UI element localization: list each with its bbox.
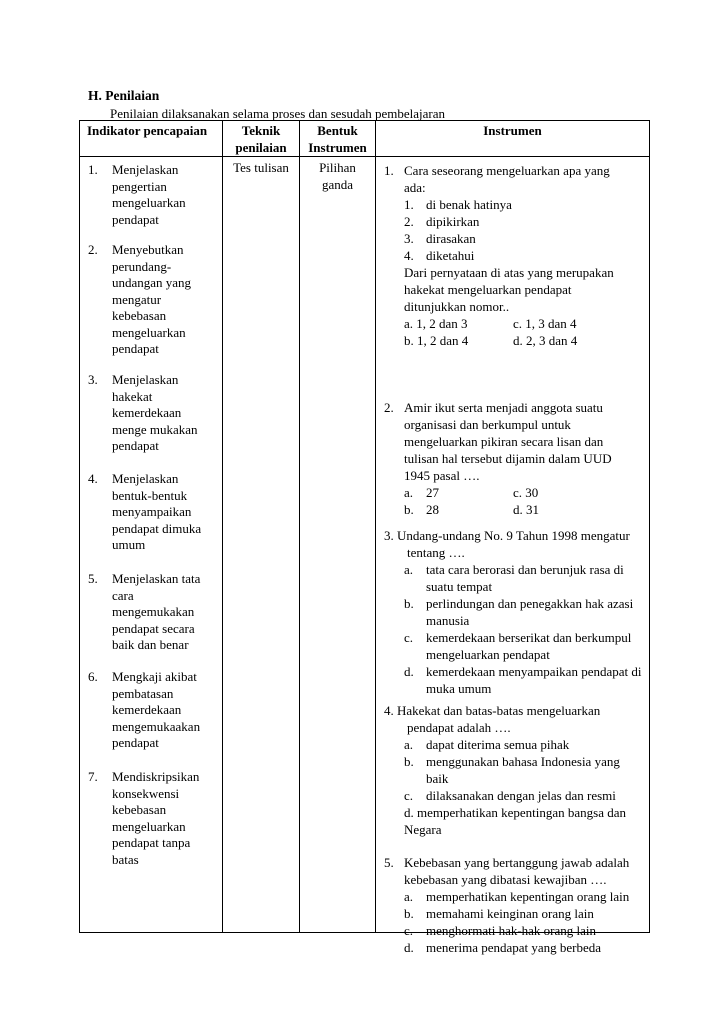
- indikator-text: [112, 571, 218, 654]
- header-instrumen: Instrumen: [376, 121, 650, 157]
- option-letter: b.: [404, 596, 414, 611]
- indikator-line: mengemukaakan: [112, 718, 201, 734]
- indikator-number: 4.: [88, 471, 98, 486]
- question-5-stem: kebebasan yang dibatasi kewajiban ….: [404, 872, 607, 887]
- question-5-option: [404, 905, 644, 922]
- indikator-line: Mengkaji akibat: [112, 669, 197, 684]
- question-2-stem: Amir ikut serta menjadi anggota suatu: [404, 400, 603, 415]
- indikator-line: kemerdekaan: [112, 702, 182, 717]
- indikator-line: mengemukakan: [112, 604, 195, 619]
- header-indikator: Indikator pencapaian: [80, 121, 223, 157]
- question-5-option: [404, 939, 644, 956]
- indikator-line: pembatasan: [112, 685, 174, 701]
- question-1-option-d: d. 2, 3 dan 4: [513, 333, 578, 348]
- option-letter: a.: [404, 889, 414, 904]
- question-1-stem: ditunjukkan nomor..: [404, 299, 510, 314]
- option-letter: c.: [404, 630, 414, 645]
- question-2-stem: organisasi dan berkumpul untuk: [404, 417, 571, 432]
- option-text: dilaksanakan dengan jelas dan resmi: [426, 788, 616, 803]
- option-text: menghormati hak-hak orang lain: [426, 923, 597, 938]
- indikator-line: pendapat: [112, 211, 159, 227]
- option-text: menerima pendapat yang berbeda: [426, 940, 602, 955]
- indikator-item: [80, 769, 218, 868]
- option-text: memahami keinginan orang lain: [426, 906, 594, 921]
- indikator-text: [112, 769, 218, 868]
- indikator-cell: [80, 157, 223, 933]
- option-text: kemerdekaan menyampaikan pendapat di muka umum: [426, 664, 642, 696]
- indikator-number: 5.: [88, 571, 98, 586]
- teknik-cell: [223, 157, 300, 933]
- question-1-item-number: 3.: [404, 231, 414, 246]
- indikator-line: Menjelaskan tata: [112, 571, 201, 586]
- question-1-option-c: c. 1, 3 dan 4: [513, 316, 577, 331]
- question-1-number: 1.: [384, 163, 394, 178]
- option-letter: c.: [404, 923, 414, 938]
- option-letter: b.: [404, 906, 414, 921]
- indikator-line: baik dan benar: [112, 637, 189, 652]
- indikator-line: kemerdekaan: [112, 405, 182, 420]
- indikator-line: Menjelaskan: [112, 372, 179, 387]
- instrumen-cell: [376, 157, 650, 955]
- option-text: kemerdekaan berserikat dan berkumpul mengeluarkan pendapat: [426, 630, 632, 662]
- indikator-line: menge mukakan: [112, 421, 198, 437]
- option-letter: c.: [404, 788, 414, 803]
- indikator-item: [80, 669, 218, 752]
- question-3-stem: tentang ….: [407, 545, 465, 560]
- indikator-item: [80, 372, 218, 455]
- question-2-option-d: d. 31: [513, 502, 539, 517]
- table-header-row: [80, 121, 650, 157]
- option-text: memperhatikan kepentingan orang lain: [426, 889, 630, 904]
- option-letter: a.: [404, 737, 414, 752]
- indikator-item: [80, 242, 218, 358]
- question-1-stem: ada:: [404, 180, 426, 195]
- question-1-item-number: 4.: [404, 248, 414, 263]
- question-2-stem: mengeluarkan pikiran secara lisan dan: [404, 434, 604, 449]
- question-4-stem: pendapat adalah ….: [407, 720, 511, 735]
- indikator-line: kebebasan: [112, 802, 167, 817]
- indikator-line: mengeluarkan: [112, 818, 186, 834]
- indikator-number: 7.: [88, 769, 98, 784]
- question-1-option-b: b. 1, 2 dan 4: [404, 333, 469, 348]
- question-2-option-letter: b.: [404, 502, 414, 517]
- indikator-line: konsekwensi: [112, 785, 180, 801]
- indikator-item: [80, 471, 218, 554]
- question-4-option: [404, 753, 644, 787]
- teknik-value: Tes tulisan: [233, 160, 289, 175]
- question-5-option: [404, 922, 644, 939]
- question-2-option-b: 28: [426, 502, 439, 517]
- question-4-option-d: d. memperhatikan kepentingan bangsa dan: [404, 805, 627, 820]
- indikator-line: pendapat: [112, 438, 159, 453]
- indikator-line: pendapat tanpa: [112, 835, 191, 850]
- question-4-option-d: Negara: [404, 822, 442, 837]
- indikator-line: mengatur: [112, 291, 162, 307]
- option-letter: d.: [404, 664, 414, 679]
- question-4-option: [404, 736, 644, 753]
- question-2-option-c: c. 30: [513, 485, 539, 500]
- question-1-item-text: dirasakan: [426, 231, 476, 246]
- section-heading: H. Penilaian: [88, 88, 160, 103]
- question-2-stem: 1945 pasal ….: [404, 468, 480, 483]
- question-1-stem: Cara seseorang mengeluarkan apa yang: [404, 163, 610, 178]
- question-2-option-letter: a.: [404, 485, 414, 500]
- assessment-table: [79, 120, 649, 955]
- indikator-line: hakekat: [112, 388, 153, 404]
- indikator-line: undangan yang: [112, 275, 192, 290]
- question-1-item-text: dipikirkan: [426, 214, 480, 229]
- option-text: tata cara berorasi dan berunjuk rasa di suatu tempat: [426, 562, 624, 594]
- question-1-item-number: 1.: [404, 197, 414, 212]
- option-letter: d.: [404, 940, 414, 955]
- question-5-option: [404, 888, 644, 905]
- question-3-stem: 3. Undang-undang No. 9 Tahun 1998 mengatur: [384, 528, 630, 543]
- question-3-option: [404, 663, 644, 697]
- question-2-option-a: 27: [426, 485, 439, 500]
- indikator-number: 3.: [88, 372, 98, 387]
- option-letter: a.: [404, 562, 414, 577]
- question-5-stem: Kebebasan yang bertanggung jawab adalah: [404, 855, 630, 870]
- question-3-option: [404, 561, 644, 595]
- question-1-item-text: diketahui: [426, 248, 475, 263]
- question-1-option-a: a. 1, 2 dan 3: [404, 316, 468, 331]
- indikator-line: cara: [112, 587, 134, 603]
- bentuk-cell: [300, 157, 376, 933]
- indikator-item: [80, 162, 218, 228]
- indikator-line: bentuk-bentuk: [112, 487, 188, 503]
- indikator-line: pendapat: [112, 735, 159, 750]
- option-text: menggunakan bahasa Indonesia yang baik: [426, 754, 620, 786]
- indikator-text: [112, 669, 218, 752]
- header-teknik: Teknik penilaian: [223, 121, 300, 157]
- indikator-line: Menjelaskan: [112, 162, 179, 177]
- question-3-option: [404, 595, 644, 629]
- question-5-number: 5.: [384, 855, 394, 870]
- indikator-text: [112, 471, 218, 554]
- question-1-stem: hakekat mengeluarkan pendapat: [404, 282, 572, 297]
- table-body-row: [80, 157, 650, 933]
- indikator-line: perundang-: [112, 258, 172, 274]
- bentuk-value-2: ganda: [321, 176, 354, 192]
- question-1-item-number: 2.: [404, 214, 414, 229]
- question-2-stem: tulisan hal tersebut dijamin dalam UUD: [404, 451, 612, 466]
- indikator-line: batas: [112, 851, 139, 867]
- indikator-line: Mendiskripsikan: [112, 769, 200, 784]
- indikator-line: mengeluarkan: [112, 324, 186, 340]
- indikator-line: Menyebutkan: [112, 242, 184, 257]
- indikator-item: [80, 571, 218, 654]
- option-text: dapat diterima semua pihak: [426, 737, 570, 752]
- indikator-line: umum: [112, 537, 146, 552]
- question-2-number: 2.: [384, 400, 394, 415]
- indikator-line: pendapat dimuka: [112, 520, 202, 536]
- option-text: perlindungan dan penegakkan hak azasi manusia: [426, 596, 634, 628]
- question-3-option: [404, 629, 644, 663]
- indikator-line: kebebasan: [112, 308, 167, 323]
- bentuk-value-1: Pilihan: [319, 160, 356, 175]
- indikator-number: 2.: [88, 242, 98, 257]
- indikator-text: [112, 162, 218, 228]
- question-1-item-text: di benak hatinya: [426, 197, 512, 212]
- question-4-stem: 4. Hakekat dan batas-batas mengeluarkan: [384, 703, 601, 718]
- indikator-line: Menjelaskan: [112, 471, 179, 486]
- indikator-line: menyampaikan: [112, 504, 192, 519]
- indikator-line: pendapat secara: [112, 620, 195, 636]
- indikator-number: 1.: [88, 162, 98, 177]
- indikator-line: pengertian: [112, 178, 167, 194]
- indikator-line: pendapat: [112, 341, 159, 356]
- option-letter: b.: [404, 754, 414, 769]
- indikator-text: [112, 242, 218, 358]
- indikator-text: [112, 372, 218, 455]
- section-intro: Penilaian dilaksanakan selama proses dan sesudah pembelajaran: [110, 106, 445, 121]
- header-bentuk: Bentuk Instrumen: [300, 121, 376, 157]
- indikator-number: 6.: [88, 669, 98, 684]
- question-1-stem: Dari pernyataan di atas yang merupakan: [404, 265, 614, 280]
- indikator-line: mengeluarkan: [112, 195, 186, 210]
- question-4-option: [404, 787, 644, 804]
